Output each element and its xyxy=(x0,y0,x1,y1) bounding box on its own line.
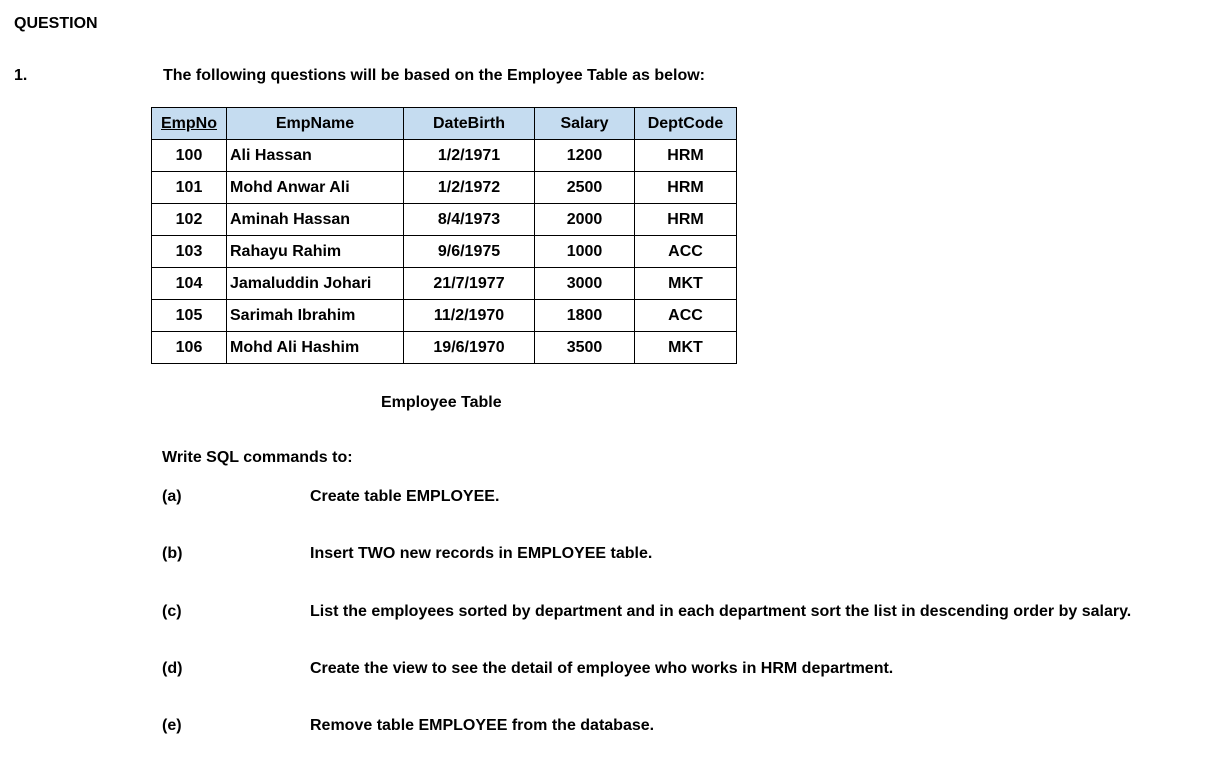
cell-datebirth: 8/4/1973 xyxy=(404,204,535,236)
task-b-text: Insert TWO new records in EMPLOYEE table. xyxy=(310,545,653,562)
table-caption: Employee Table xyxy=(381,394,502,411)
column-header-empno: EmpNo xyxy=(152,108,227,140)
cell-datebirth: 1/2/1972 xyxy=(404,172,535,204)
table-header-row xyxy=(152,108,737,140)
table-row xyxy=(152,140,737,172)
task-e-letter: (e) xyxy=(162,717,182,734)
cell-empname: Jamaluddin Johari xyxy=(227,268,404,300)
cell-deptcode: HRM xyxy=(635,204,737,236)
cell-empname: Sarimah Ibrahim xyxy=(227,300,404,332)
table-row xyxy=(152,204,737,236)
cell-deptcode: HRM xyxy=(635,140,737,172)
table-row xyxy=(152,300,737,332)
cell-deptcode: MKT xyxy=(635,332,737,364)
task-e-text: Remove table EMPLOYEE from the database. xyxy=(310,717,655,734)
cell-datebirth: 19/6/1970 xyxy=(404,332,535,364)
task-a-text: Create table EMPLOYEE. xyxy=(310,488,500,505)
cell-salary: 2000 xyxy=(535,204,635,236)
question-intro: The following questions will be based on the Employee Table as below: xyxy=(163,67,705,84)
cell-salary: 3000 xyxy=(535,268,635,300)
cell-datebirth: 9/6/1975 xyxy=(404,236,535,268)
cell-empname: Ali Hassan xyxy=(227,140,404,172)
cell-empno: 100 xyxy=(152,140,227,172)
cell-empname: Rahayu Rahim xyxy=(227,236,404,268)
cell-empno: 106 xyxy=(152,332,227,364)
cell-deptcode: HRM xyxy=(635,172,737,204)
column-header-datebirth: DateBirth xyxy=(404,108,535,140)
task-d-text: Create the view to see the detail of employee who works in HRM department. xyxy=(310,660,894,677)
cell-salary: 1200 xyxy=(535,140,635,172)
cell-empno: 103 xyxy=(152,236,227,268)
cell-empname: Aminah Hassan xyxy=(227,204,404,236)
page-heading: QUESTION xyxy=(14,15,98,32)
cell-datebirth: 11/2/1970 xyxy=(404,300,535,332)
cell-deptcode: ACC xyxy=(635,236,737,268)
cell-empname: Mohd Ali Hashim xyxy=(227,332,404,364)
task-c-text: List the employees sorted by department and in each department sort the list in descending order by salary. xyxy=(310,603,1132,620)
question-number: 1. xyxy=(14,67,28,84)
cell-empno: 102 xyxy=(152,204,227,236)
column-header-salary: Salary xyxy=(535,108,635,140)
cell-empname: Mohd Anwar Ali xyxy=(227,172,404,204)
table-row xyxy=(152,172,737,204)
cell-salary: 3500 xyxy=(535,332,635,364)
instruction-text: Write SQL commands to: xyxy=(162,449,353,466)
cell-salary: 1800 xyxy=(535,300,635,332)
cell-deptcode: ACC xyxy=(635,300,737,332)
cell-salary: 1000 xyxy=(535,236,635,268)
cell-deptcode: MKT xyxy=(635,268,737,300)
cell-salary: 2500 xyxy=(535,172,635,204)
column-header-empname: EmpName xyxy=(227,108,404,140)
cell-datebirth: 1/2/1971 xyxy=(404,140,535,172)
cell-empno: 101 xyxy=(152,172,227,204)
cell-datebirth: 21/7/1977 xyxy=(404,268,535,300)
column-header-deptcode: DeptCode xyxy=(635,108,737,140)
task-c-letter: (c) xyxy=(162,603,182,620)
table-row xyxy=(152,236,737,268)
table-row xyxy=(152,332,737,364)
employee-table xyxy=(151,107,737,364)
task-d-letter: (d) xyxy=(162,660,183,677)
cell-empno: 104 xyxy=(152,268,227,300)
task-b-letter: (b) xyxy=(162,545,183,562)
cell-empno: 105 xyxy=(152,300,227,332)
table-row xyxy=(152,268,737,300)
task-a-letter: (a) xyxy=(162,488,182,505)
